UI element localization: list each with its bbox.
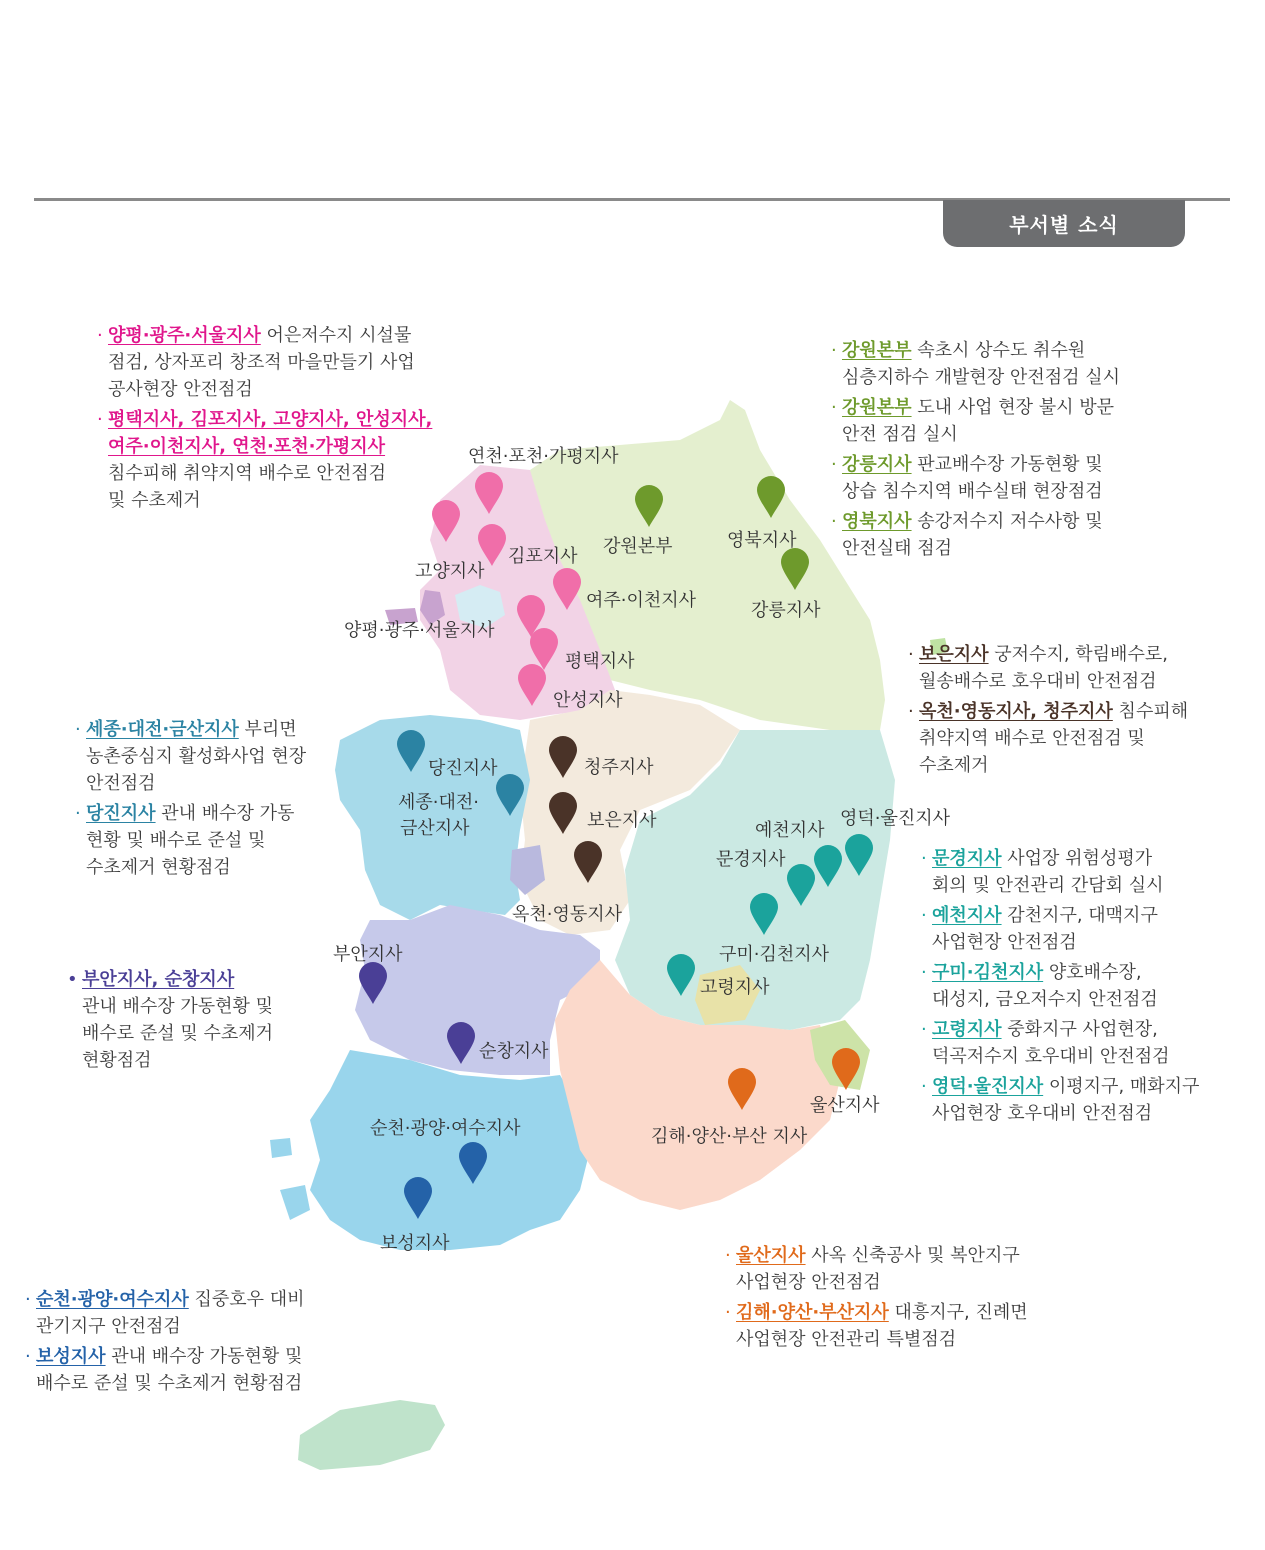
news-item: · 보성지사 관내 배수장 가동현황 및 배수로 준설 및 수초제거 현황점검 xyxy=(25,1346,303,1394)
news-jeonnam xyxy=(26,1286,366,1400)
branch-link[interactable]: 문경지사 xyxy=(932,848,1002,869)
label-dangjin: 당진지사 xyxy=(428,758,498,779)
news-gangwon xyxy=(832,337,1232,565)
label-gumi: 구미·김천지사 xyxy=(719,944,830,965)
label-yeongdeok: 영덕·울진지사 xyxy=(840,808,951,829)
label-sejong: 세종·대전· xyxy=(398,792,479,813)
label-suncheon: 순천·광양·여수지사 xyxy=(370,1118,521,1139)
label-sejong-2: 금산지사 xyxy=(400,818,470,839)
branch-link[interactable]: 구미·김천지사 xyxy=(932,962,1044,983)
branch-link[interactable]: 순천·광양·여수지사 xyxy=(36,1289,189,1310)
label-sunchang: 순창지사 xyxy=(479,1041,549,1062)
label-anseong: 안성지사 xyxy=(553,690,623,711)
news-gyeongnam xyxy=(726,1242,1086,1356)
branch-link[interactable]: 울산지사 xyxy=(736,1245,806,1266)
label-gangwon-hq: 강원본부 xyxy=(603,536,673,557)
label-ulsan: 울산지사 xyxy=(810,1095,880,1116)
news-gyeonggi xyxy=(98,322,478,517)
label-gangneung: 강릉지사 xyxy=(751,600,821,621)
branch-link[interactable]: 보은지사 xyxy=(919,644,989,665)
branch-link[interactable]: 영덕·울진지사 xyxy=(932,1076,1044,1097)
branch-link[interactable]: 양평·광주·서울지사 xyxy=(108,325,261,346)
news-item: · 울산지사 사옥 신축공사 및 복안지구 사업현장 안전점검 xyxy=(725,1245,1020,1293)
news-item: · 평택지사, 김포지사, 고양지사, 안성지사, 여주·이천지사, 연천·포천·가평지사 침수피해 취약지역 배수로 안전점검 및 수초제거 xyxy=(97,409,433,511)
news-item: · 당진지사 관내 배수장 가동 현황 및 배수로 준설 및 수초제거 현황점검 xyxy=(75,803,295,878)
news-item: · 강릉지사 판교배수장 가동현황 및 상습 침수지역 배수실태 현장점검 xyxy=(831,454,1103,502)
branch-link[interactable]: 김해·양산·부산지사 xyxy=(736,1302,889,1323)
branch-link[interactable]: 예천지사 xyxy=(932,905,1002,926)
label-yecheon: 예천지사 xyxy=(755,820,825,841)
region-jeonnam xyxy=(310,1050,590,1250)
branch-link[interactable]: 당진지사 xyxy=(86,803,156,824)
news-item: · 옥천·영동지사, 청주지사 침수피해 취약지역 배수로 안전점검 및 수초제거 xyxy=(908,701,1189,776)
news-item: · 세종·대전·금산지사 부리면 농촌중심지 활성화사업 현장 안전점검 xyxy=(75,719,307,794)
branch-link[interactable]: 강릉지사 xyxy=(842,454,912,475)
news-gyeongbuk xyxy=(922,845,1252,1130)
label-pyeongtaek: 평택지사 xyxy=(565,651,635,672)
label-yeoncheon: 연천·포천·가평지사 xyxy=(468,446,619,467)
branch-link[interactable]: 부안지사, 순창지사 xyxy=(82,969,235,990)
island-jeju xyxy=(298,1400,445,1470)
label-goryeong: 고령지사 xyxy=(700,977,770,998)
label-yeongbuk: 영북지사 xyxy=(727,530,797,551)
label-goyang: 고양지사 xyxy=(415,561,485,582)
label-yangpyeong: 양평·광주·서울지사 xyxy=(344,620,495,641)
news-jeonbuk xyxy=(68,966,338,1077)
branch-link[interactable]: 옥천·영동지사, 청주지사 xyxy=(919,701,1113,722)
news-item: · 김해·양산·부산지사 대흥지구, 진례면 사업현장 안전관리 특별점검 xyxy=(725,1302,1028,1350)
news-item: · 고령지사 중화지구 사업현장, 덕곡저수지 호우대비 안전점검 xyxy=(921,1019,1170,1067)
news-item: · 영북지사 송강저수지 저수사항 및 안전실태 점검 xyxy=(831,511,1103,559)
news-item: · 보은지사 궁저수지, 학림배수로, 월송배수로 호우대비 안전점검 xyxy=(908,644,1168,692)
label-boeun: 보은지사 xyxy=(587,810,657,831)
label-boseong: 보성지사 xyxy=(380,1233,450,1254)
branch-link[interactable]: 세종·대전·금산지사 xyxy=(86,719,239,740)
news-chungnam xyxy=(76,716,356,884)
label-yeoju: 여주·이천지사 xyxy=(586,590,697,611)
label-okcheon: 옥천·영동지사 xyxy=(512,904,623,925)
label-cheongju: 청주지사 xyxy=(584,757,654,778)
news-chungbuk xyxy=(909,641,1239,782)
news-item: · 순천·광양·여수지사 집중호우 대비 관기지구 안전점검 xyxy=(25,1289,305,1337)
branch-link[interactable]: 고령지사 xyxy=(932,1019,1002,1040)
news-item: · 구미·김천지사 양호배수장, 대성지, 금오저수지 안전점검 xyxy=(921,962,1158,1010)
label-buan: 부안지사 xyxy=(333,944,403,965)
news-item: · 양평·광주·서울지사 어은저수지 시설물 점검, 상자포리 창조적 마을만들기 사업 공사현장 안전점검 xyxy=(97,325,415,400)
news-item: · 강원본부 도내 사업 현장 불시 방문 안전 점검 실시 xyxy=(831,397,1115,445)
island-jindo xyxy=(280,1185,310,1220)
news-item: · 영덕·울진지사 이평지구, 매화지구 사업현장 호우대비 안전점검 xyxy=(921,1076,1200,1124)
branch-link[interactable]: 영북지사 xyxy=(842,511,912,532)
news-item: · 문경지사 사업장 위험성평가 회의 및 안전관리 간담회 실시 xyxy=(921,848,1164,896)
branch-link[interactable]: 강원본부 xyxy=(842,397,912,418)
branch-link[interactable]: 평택지사, 김포지사, 고양지사, 안성지사, xyxy=(108,409,433,430)
branch-link[interactable]: 여주·이천지사, 연천·포천·가평지사 xyxy=(108,436,386,457)
branch-link[interactable]: 강원본부 xyxy=(842,340,912,361)
label-gimhae: 김해·양산·부산 지사 xyxy=(651,1126,808,1147)
label-gimpo: 김포지사 xyxy=(508,546,578,567)
label-mungyeong: 문경지사 xyxy=(716,849,786,870)
branch-link[interactable]: 보성지사 xyxy=(36,1346,106,1367)
section-tab[interactable]: 부서별 소식 xyxy=(943,200,1185,247)
news-item: · 예천지사 감천지구, 대맥지구 사업현장 안전점검 xyxy=(921,905,1158,953)
island-sinan xyxy=(270,1138,292,1158)
news-item: · 강원본부 속초시 상수도 취수원 심층지하수 개발현장 안전점검 실시 xyxy=(831,340,1120,388)
news-item: • 부안지사, 순창지사 관내 배수장 가동현황 및 배수로 준설 및 수초제거 현황점검 xyxy=(67,969,274,1071)
